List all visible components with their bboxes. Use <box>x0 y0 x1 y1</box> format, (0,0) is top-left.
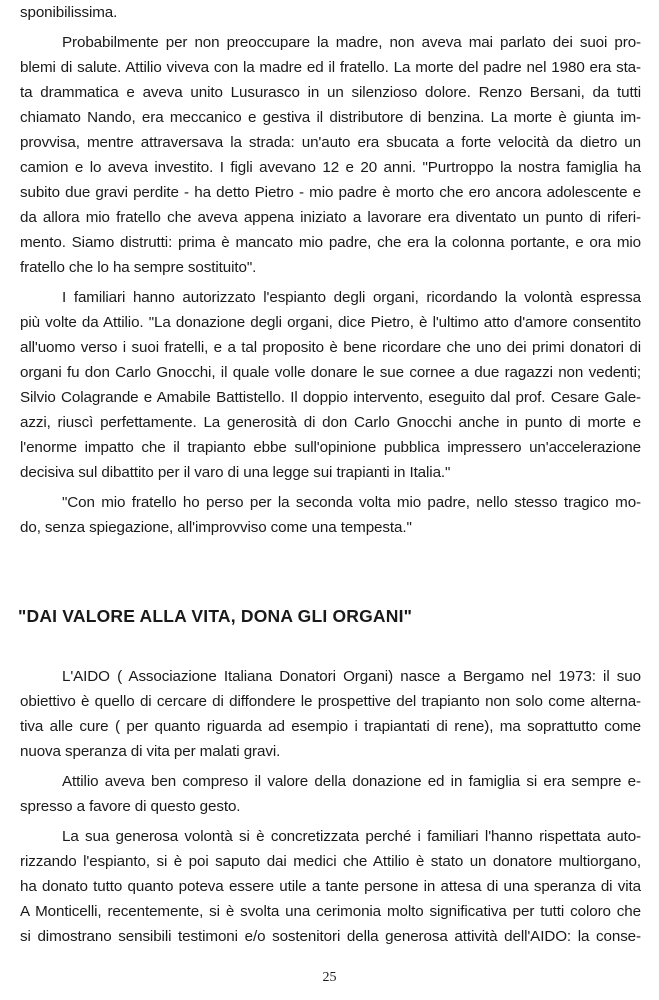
text-line: mento. Siamo distrutti: prima è mancato mio padre, che era la colonna portante, e ora mio <box>20 234 641 251</box>
text-line: provvisa, mentre attraversava la strada: un'auto era sbucata a forte velocità da dietro un <box>20 134 641 151</box>
text-line: sponibilissima. <box>20 4 118 21</box>
text-line: camion e lo aveva investito. I figli avevano 12 e 20 anni. "Purtroppo la nostra famiglia ha <box>20 159 641 176</box>
text-line: I familiari hanno autorizzato l'espianto degli organi, ricordando la volontà espressa <box>62 289 641 306</box>
text-line: rizzando l'espianto, si è poi saputo dai medici che Attilio è stato un donatore multiorgano, <box>20 853 641 870</box>
text-line: "Con mio fratello ho perso per la seconda volta mio padre, nello stesso tragico mo- <box>62 494 641 511</box>
text-line: ha donato tutto quanto poteva essere utile a tante persone in attesa di una speranza di vita <box>20 878 641 895</box>
text-line: si dimostrano sensibili testimoni e/o sostenitori della generosa attività dell'AIDO: la conse- <box>20 928 641 945</box>
text-line: L'AIDO ( Associazione Italiana Donatori Organi) nasce a Bergamo nel 1973: il suo <box>62 668 641 685</box>
text-line: ta drammatica e aveva unito Lusurasco in un silenzioso dolore. Renzo Bersani, da tutti <box>20 84 641 101</box>
text-line: tiva alle cure ( per quanto riguarda ad esempio i trapiantati di rene), ma soprattutto come <box>20 718 641 735</box>
text-line: A Monticelli, recentemente, si è svolta una cerimonia molto significativa per tutti coloro che <box>20 903 641 920</box>
text-line: fratello che lo ha sempre sostituito". <box>20 259 257 276</box>
text-line: obiettivo è quello di cercare di diffondere le prospettive del trapianto non solo come alterna- <box>20 693 641 710</box>
text-line: blemi di salute. Attilio viveva con la madre ed il fratello. La morte del padre nel 1980 era sta- <box>20 59 641 76</box>
text-line: l'enorme impatto che il trapianto ebbe sull'opinione pubblica impressero un'accelerazione <box>20 439 641 456</box>
text-line: subito due gravi perdite - ha detto Pietro - mio padre è morto che ero ancora adolescente e <box>20 184 641 201</box>
text-line: azzi, riuscì perfettamente. La generosità di don Carlo Gnocchi anche in punto di morte e <box>20 414 641 431</box>
text-line: Probabilmente per non preoccupare la madre, non aveva mai parlato dei suoi pro- <box>62 34 641 51</box>
text-line: La sua generosa volontà si è concretizzata perché i familiari l'hanno rispettata auto- <box>62 828 641 845</box>
text-line: all'uomo verso i suoi fratelli, e a tal proposito è bene ricordare che uno dei primi donatori di <box>20 339 641 356</box>
text-line: nuova speranza di vita per malati gravi. <box>20 743 281 760</box>
text-line: decisiva sul dibattito per il varo di una legge sui trapianti in Italia." <box>20 464 451 481</box>
text-line: do, senza spiegazione, all'improvviso come una tempesta." <box>20 519 412 536</box>
text-line: più volte da Attilio. "La donazione degli organi, dice Pietro, è l'ultimo atto d'amore consentito <box>20 314 641 331</box>
section-heading: "DAI VALORE ALLA VITA, DONA GLI ORGANI" <box>18 606 413 626</box>
text-line: organi fu don Carlo Gnocchi, il quale volle donare le sue cornee a due ragazzi non vedenti; <box>20 364 641 381</box>
text-line: chiamato Nando, era meccanico e gestiva il distributore di benzina. La morte è giunta im- <box>20 109 641 126</box>
text-line: da allora mio fratello che aveva appena iniziato a lavorare era diventato un punto di riferi- <box>20 209 641 226</box>
text-line: spresso a favore di questo gesto. <box>20 798 241 815</box>
text-line: Silvio Colagrande e Amabile Battistello. Il doppio intervento, eseguito dal prof. Cesare Gale- <box>20 389 641 406</box>
text-line: Attilio aveva ben compreso il valore della donazione ed in famiglia si era sempre e- <box>62 773 641 790</box>
page-number: 25 <box>322 970 337 985</box>
